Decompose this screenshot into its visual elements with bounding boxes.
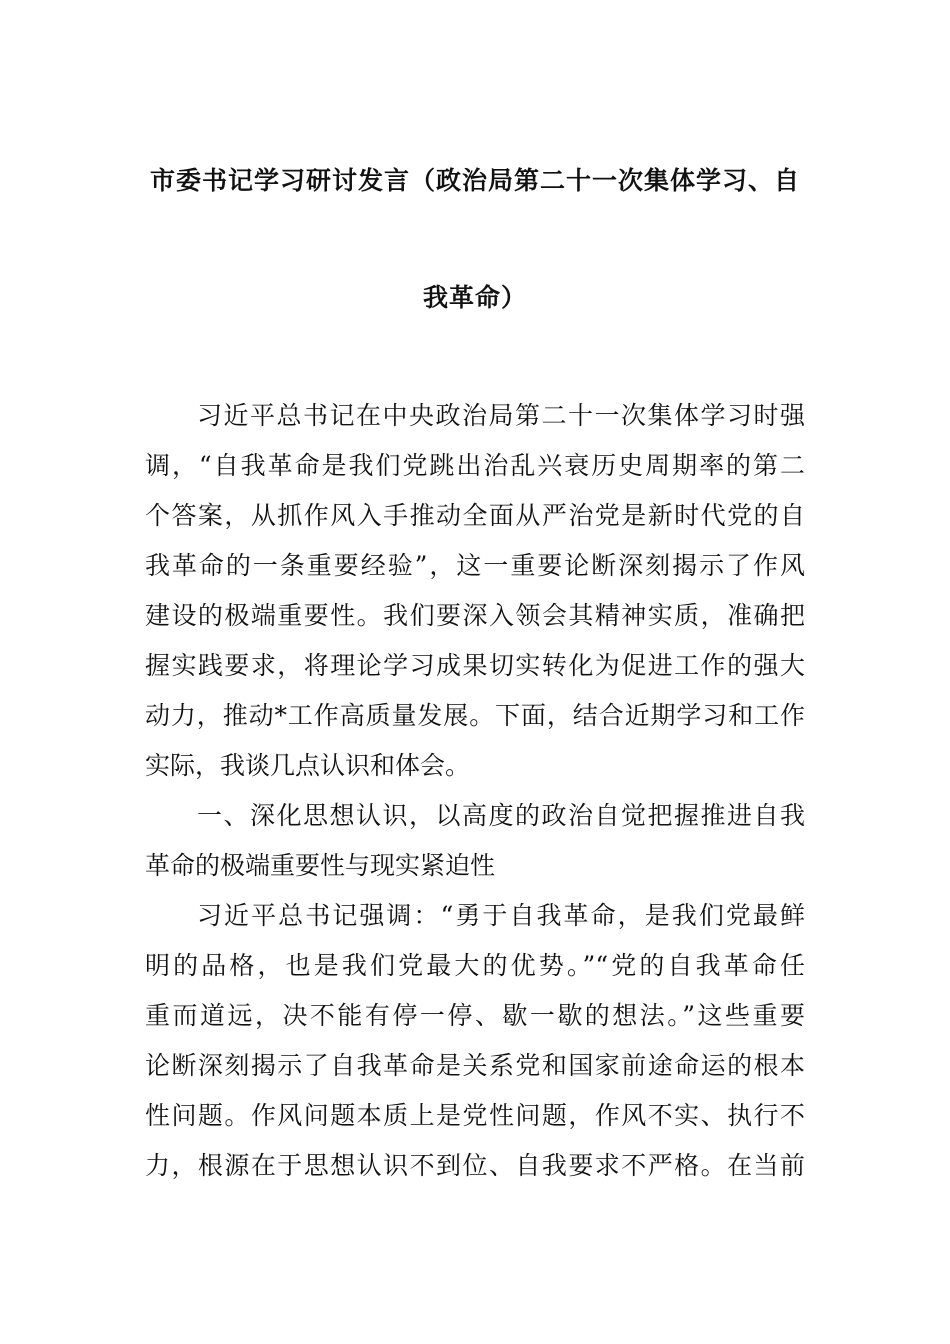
- document-title-line-1: 市委书记学习研讨发言（政治局第二十一次集体学习、自: [149, 166, 800, 195]
- section-heading-line: 一、深化思想认识，以高度的政治自觉把握推进自我: [197, 801, 805, 830]
- paragraph-line: 重而道远，决不能有停一停、歇一歇的想法。”这些重要: [145, 1001, 805, 1030]
- paragraph-line: 动力，推动*工作高质量发展。下面，结合近期学习和工作: [145, 701, 805, 730]
- paragraph-line: 建设的极端重要性。我们要深入领会其精神实质，准确把: [145, 601, 805, 630]
- paragraph-line: 习近平总书记强调：“勇于自我革命，是我们党最鲜: [197, 901, 805, 930]
- section-heading-line: 革命的极端重要性与现实紧迫性: [145, 851, 496, 880]
- paragraph-line: 我革命的一条重要经验”，这一重要论断深刻揭示了作风: [145, 551, 805, 580]
- paragraph-line: 个答案，从抓作风入手推动全面从严治党是新时代党的自: [145, 501, 805, 530]
- paragraph-line: 力，根源在于思想认识不到位、自我要求不严格。在当前: [145, 1151, 805, 1180]
- paragraph-line: 明的品格，也是我们党最大的优势。”“党的自我革命任: [145, 951, 805, 980]
- paragraph-line: 性问题。作风问题本质上是党性问题，作风不实、执行不: [145, 1101, 805, 1130]
- paragraph-line: 握实践要求，将理论学习成果切实转化为促进工作的强大: [145, 651, 805, 680]
- paragraph-line: 习近平总书记在中央政治局第二十一次集体学习时强: [197, 401, 805, 430]
- paragraph-line: 论断深刻揭示了自我革命是关系党和国家前途命运的根本: [145, 1051, 805, 1080]
- paragraph-line: 调，“自我革命是我们党跳出治乱兴衰历史周期率的第二: [145, 451, 805, 480]
- paragraph-line: 实际，我谈几点认识和体会。: [145, 751, 471, 780]
- document-title-line-2: 我革命）: [422, 283, 527, 312]
